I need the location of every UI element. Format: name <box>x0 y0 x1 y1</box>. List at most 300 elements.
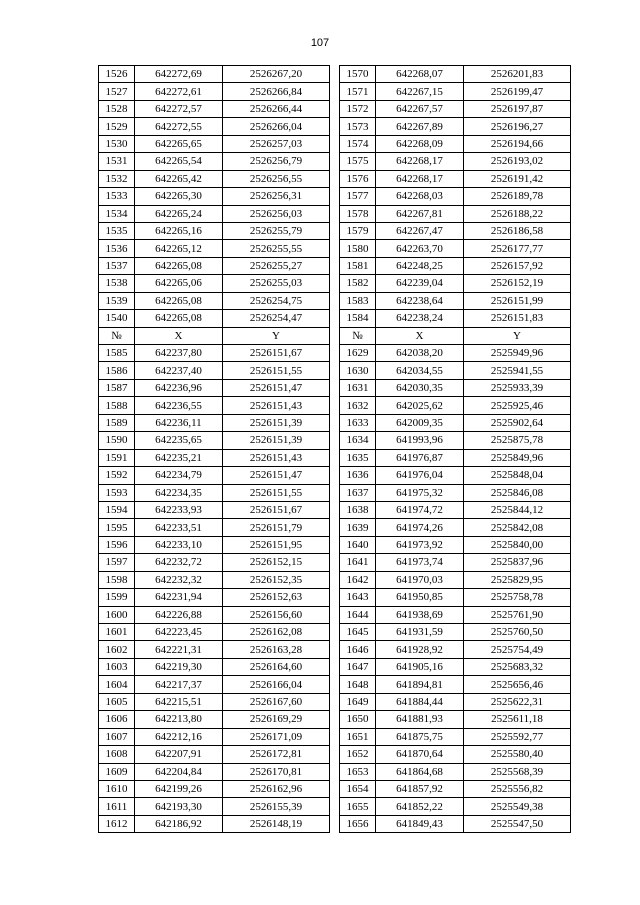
column-gap <box>330 676 340 693</box>
column-gap <box>330 170 340 187</box>
column-gap <box>330 432 340 449</box>
y-cell: 2526157,92 <box>464 257 571 274</box>
y-cell: 2525949,96 <box>464 345 571 362</box>
y-cell: 2526151,67 <box>223 345 330 362</box>
num-cell: 1527 <box>99 83 135 100</box>
x-cell: 642213,80 <box>135 711 223 728</box>
num-cell: 1638 <box>340 501 376 518</box>
x-cell: 641976,87 <box>376 449 464 466</box>
num-cell: 1603 <box>99 658 135 675</box>
column-gap <box>330 205 340 222</box>
table-row <box>99 257 571 274</box>
column-gap <box>330 240 340 257</box>
x-cell: 641884,44 <box>376 693 464 710</box>
x-cell: 642265,24 <box>135 205 223 222</box>
y-cell: 2526177,77 <box>464 240 571 257</box>
y-cell: 2526151,43 <box>223 397 330 414</box>
num-cell: 1652 <box>340 746 376 763</box>
x-cell: 642234,35 <box>135 484 223 501</box>
table-row <box>99 571 571 588</box>
num-cell: 1528 <box>99 100 135 117</box>
x-cell: 641875,75 <box>376 728 464 745</box>
num-cell: 1584 <box>340 310 376 327</box>
y-cell: 2526266,44 <box>223 100 330 117</box>
x-cell: 642268,17 <box>376 170 464 187</box>
column-gap <box>330 746 340 763</box>
table-row <box>99 222 571 239</box>
x-cell: 641976,04 <box>376 467 464 484</box>
y-cell: 2526156,60 <box>223 606 330 623</box>
column-gap <box>330 641 340 658</box>
x-cell: 642268,17 <box>376 153 464 170</box>
num-cell: 1537 <box>99 257 135 274</box>
y-cell: 2525846,08 <box>464 484 571 501</box>
column-gap <box>330 693 340 710</box>
num-cell: 1604 <box>99 676 135 693</box>
y-cell: 2525761,90 <box>464 606 571 623</box>
column-gap <box>330 362 340 379</box>
x-cell: 642248,25 <box>376 257 464 274</box>
table-row <box>99 728 571 745</box>
x-cell: 642265,16 <box>135 222 223 239</box>
num-cell: 1570 <box>340 66 376 83</box>
num-cell: 1649 <box>340 693 376 710</box>
num-cell: 1529 <box>99 118 135 135</box>
y-cell: 2526171,09 <box>223 728 330 745</box>
num-cell: 1575 <box>340 153 376 170</box>
num-cell: 1635 <box>340 449 376 466</box>
y-cell: 2525941,55 <box>464 362 571 379</box>
column-gap <box>330 501 340 518</box>
x-cell: 641950,85 <box>376 589 464 606</box>
x-cell: 641974,26 <box>376 519 464 536</box>
x-cell: 641970,03 <box>376 571 464 588</box>
x-cell: 642233,93 <box>135 501 223 518</box>
table-row <box>99 100 571 117</box>
x-cell: 642236,11 <box>135 414 223 431</box>
column-gap <box>330 467 340 484</box>
table-row <box>99 676 571 693</box>
y-cell: 2526266,84 <box>223 83 330 100</box>
y-cell: 2525837,96 <box>464 554 571 571</box>
y-cell: 2525844,12 <box>464 501 571 518</box>
num-cell: 1642 <box>340 571 376 588</box>
num-cell: 1587 <box>99 379 135 396</box>
table-row <box>99 658 571 675</box>
y-cell: 2526172,81 <box>223 746 330 763</box>
table-row <box>99 310 571 327</box>
table-row <box>99 589 571 606</box>
x-cell: 641974,72 <box>376 501 464 518</box>
y-cell: 2525875,78 <box>464 432 571 449</box>
x-cell: 641881,93 <box>376 711 464 728</box>
column-gap <box>330 292 340 309</box>
y-cell: 2526256,31 <box>223 188 330 205</box>
header-y: Y <box>464 327 571 344</box>
num-cell: 1579 <box>340 222 376 239</box>
num-cell: 1538 <box>99 275 135 292</box>
y-cell: 2525549,38 <box>464 798 571 815</box>
y-cell: 2525829,95 <box>464 571 571 588</box>
y-cell: 2526151,47 <box>223 379 330 396</box>
table-row <box>99 170 571 187</box>
x-cell: 642235,65 <box>135 432 223 449</box>
num-cell: 1645 <box>340 624 376 641</box>
table-row <box>99 746 571 763</box>
num-cell: 1593 <box>99 484 135 501</box>
num-cell: 1595 <box>99 519 135 536</box>
x-cell: 642265,08 <box>135 310 223 327</box>
x-cell: 642238,24 <box>376 310 464 327</box>
x-cell: 642267,57 <box>376 100 464 117</box>
num-cell: 1573 <box>340 118 376 135</box>
num-cell: 1602 <box>99 641 135 658</box>
column-gap <box>330 780 340 797</box>
x-cell: 642265,08 <box>135 257 223 274</box>
x-cell: 642223,45 <box>135 624 223 641</box>
x-cell: 642236,55 <box>135 397 223 414</box>
y-cell: 2525556,82 <box>464 780 571 797</box>
y-cell: 2526152,15 <box>223 554 330 571</box>
y-cell: 2526167,60 <box>223 693 330 710</box>
x-cell: 642215,51 <box>135 693 223 710</box>
y-cell: 2526255,55 <box>223 240 330 257</box>
column-gap <box>330 83 340 100</box>
num-cell: 1591 <box>99 449 135 466</box>
column-gap <box>330 519 340 536</box>
y-cell: 2525622,31 <box>464 693 571 710</box>
x-cell: 642034,55 <box>376 362 464 379</box>
y-cell: 2526189,78 <box>464 188 571 205</box>
table-row <box>99 624 571 641</box>
column-header-row <box>99 327 571 344</box>
y-cell: 2525902,64 <box>464 414 571 431</box>
column-gap <box>330 135 340 152</box>
num-cell: 1601 <box>99 624 135 641</box>
num-cell: 1592 <box>99 467 135 484</box>
column-gap <box>330 397 340 414</box>
num-cell: 1590 <box>99 432 135 449</box>
x-cell: 641975,32 <box>376 484 464 501</box>
num-cell: 1536 <box>99 240 135 257</box>
num-cell: 1574 <box>340 135 376 152</box>
table-row <box>99 693 571 710</box>
column-gap <box>330 815 340 832</box>
table-row <box>99 414 571 431</box>
num-cell: 1594 <box>99 501 135 518</box>
x-cell: 642030,35 <box>376 379 464 396</box>
x-cell: 641993,96 <box>376 432 464 449</box>
x-cell: 642268,07 <box>376 66 464 83</box>
y-cell: 2526194,66 <box>464 135 571 152</box>
table-row <box>99 554 571 571</box>
y-cell: 2526266,04 <box>223 118 330 135</box>
header-num: № <box>99 327 135 344</box>
y-cell: 2525683,32 <box>464 658 571 675</box>
header-x: X <box>376 327 464 344</box>
table-row <box>99 449 571 466</box>
num-cell: 1539 <box>99 292 135 309</box>
x-cell: 642239,04 <box>376 275 464 292</box>
y-cell: 2526152,35 <box>223 571 330 588</box>
num-cell: 1656 <box>340 815 376 832</box>
num-cell: 1597 <box>99 554 135 571</box>
y-cell: 2526199,47 <box>464 83 571 100</box>
y-cell: 2526151,95 <box>223 536 330 553</box>
table-row <box>99 275 571 292</box>
x-cell: 642204,84 <box>135 763 223 780</box>
table-row <box>99 484 571 501</box>
x-cell: 642272,61 <box>135 83 223 100</box>
y-cell: 2526152,63 <box>223 589 330 606</box>
y-cell: 2525925,46 <box>464 397 571 414</box>
num-cell: 1599 <box>99 589 135 606</box>
num-cell: 1606 <box>99 711 135 728</box>
column-gap <box>330 658 340 675</box>
num-cell: 1650 <box>340 711 376 728</box>
x-cell: 641938,69 <box>376 606 464 623</box>
x-cell: 642236,96 <box>135 379 223 396</box>
num-cell: 1540 <box>99 310 135 327</box>
x-cell: 642207,91 <box>135 746 223 763</box>
table-row <box>99 118 571 135</box>
y-cell: 2526254,47 <box>223 310 330 327</box>
y-cell: 2526164,60 <box>223 658 330 675</box>
y-cell: 2526254,75 <box>223 292 330 309</box>
num-cell: 1532 <box>99 170 135 187</box>
num-cell: 1530 <box>99 135 135 152</box>
num-cell: 1632 <box>340 397 376 414</box>
page-number: 107 <box>310 37 330 49</box>
y-cell: 2526193,02 <box>464 153 571 170</box>
x-cell: 642233,10 <box>135 536 223 553</box>
table-row <box>99 780 571 797</box>
column-gap <box>330 624 340 641</box>
x-cell: 642272,57 <box>135 100 223 117</box>
y-cell: 2526191,42 <box>464 170 571 187</box>
num-cell: 1643 <box>340 589 376 606</box>
num-cell: 1588 <box>99 397 135 414</box>
y-cell: 2526256,79 <box>223 153 330 170</box>
num-cell: 1648 <box>340 676 376 693</box>
coordinates-table <box>98 65 571 833</box>
x-cell: 642199,26 <box>135 780 223 797</box>
column-gap <box>330 222 340 239</box>
y-cell: 2525547,50 <box>464 815 571 832</box>
x-cell: 642025,62 <box>376 397 464 414</box>
num-cell: 1644 <box>340 606 376 623</box>
x-cell: 642267,89 <box>376 118 464 135</box>
column-gap <box>330 484 340 501</box>
num-cell: 1596 <box>99 536 135 553</box>
column-gap <box>330 728 340 745</box>
table-row <box>99 536 571 553</box>
y-cell: 2526163,28 <box>223 641 330 658</box>
y-cell: 2526186,58 <box>464 222 571 239</box>
y-cell: 2526151,39 <box>223 432 330 449</box>
num-cell: 1526 <box>99 66 135 83</box>
x-cell: 642267,81 <box>376 205 464 222</box>
x-cell: 642226,88 <box>135 606 223 623</box>
column-gap <box>330 379 340 396</box>
num-cell: 1600 <box>99 606 135 623</box>
num-cell: 1571 <box>340 83 376 100</box>
x-cell: 642267,47 <box>376 222 464 239</box>
y-cell: 2525656,46 <box>464 676 571 693</box>
y-cell: 2526162,08 <box>223 624 330 641</box>
x-cell: 642267,15 <box>376 83 464 100</box>
x-cell: 641852,22 <box>376 798 464 815</box>
y-cell: 2525580,40 <box>464 746 571 763</box>
column-gap <box>330 118 340 135</box>
num-cell: 1611 <box>99 798 135 815</box>
column-gap <box>330 589 340 606</box>
y-cell: 2526152,19 <box>464 275 571 292</box>
y-cell: 2526255,27 <box>223 257 330 274</box>
x-cell: 642265,54 <box>135 153 223 170</box>
num-cell: 1598 <box>99 571 135 588</box>
x-cell: 642263,70 <box>376 240 464 257</box>
x-cell: 642232,32 <box>135 571 223 588</box>
num-cell: 1578 <box>340 205 376 222</box>
y-cell: 2525840,00 <box>464 536 571 553</box>
table-row <box>99 188 571 205</box>
num-cell: 1629 <box>340 345 376 362</box>
x-cell: 641870,64 <box>376 746 464 763</box>
x-cell: 642193,30 <box>135 798 223 815</box>
y-cell: 2526151,67 <box>223 501 330 518</box>
x-cell: 642237,80 <box>135 345 223 362</box>
num-cell: 1646 <box>340 641 376 658</box>
column-gap <box>330 153 340 170</box>
y-cell: 2526151,79 <box>223 519 330 536</box>
column-gap <box>330 188 340 205</box>
table-row <box>99 240 571 257</box>
num-cell: 1631 <box>340 379 376 396</box>
x-cell: 642265,08 <box>135 292 223 309</box>
x-cell: 641864,68 <box>376 763 464 780</box>
y-cell: 2526151,43 <box>223 449 330 466</box>
column-gap <box>330 571 340 588</box>
x-cell: 642237,40 <box>135 362 223 379</box>
column-gap <box>330 536 340 553</box>
num-cell: 1583 <box>340 292 376 309</box>
y-cell: 2526188,22 <box>464 205 571 222</box>
column-gap <box>330 327 340 344</box>
x-cell: 641973,92 <box>376 536 464 553</box>
table-row <box>99 397 571 414</box>
num-cell: 1534 <box>99 205 135 222</box>
y-cell: 2526201,83 <box>464 66 571 83</box>
x-cell: 642265,42 <box>135 170 223 187</box>
header-num: № <box>340 327 376 344</box>
y-cell: 2525592,77 <box>464 728 571 745</box>
header-y: Y <box>223 327 330 344</box>
x-cell: 642265,06 <box>135 275 223 292</box>
x-cell: 641905,16 <box>376 658 464 675</box>
y-cell: 2526151,99 <box>464 292 571 309</box>
column-gap <box>330 275 340 292</box>
column-gap <box>330 310 340 327</box>
table-row <box>99 763 571 780</box>
column-gap <box>330 345 340 362</box>
y-cell: 2526169,29 <box>223 711 330 728</box>
y-cell: 2526255,03 <box>223 275 330 292</box>
column-gap <box>330 66 340 83</box>
y-cell: 2526151,83 <box>464 310 571 327</box>
y-cell: 2526148,19 <box>223 815 330 832</box>
column-gap <box>330 606 340 623</box>
table-row <box>99 432 571 449</box>
x-cell: 641931,59 <box>376 624 464 641</box>
num-cell: 1653 <box>340 763 376 780</box>
column-gap <box>330 100 340 117</box>
num-cell: 1634 <box>340 432 376 449</box>
table-row <box>99 135 571 152</box>
table-row <box>99 606 571 623</box>
x-cell: 642265,30 <box>135 188 223 205</box>
y-cell: 2526196,27 <box>464 118 571 135</box>
table-row <box>99 519 571 536</box>
num-cell: 1637 <box>340 484 376 501</box>
column-gap <box>330 414 340 431</box>
num-cell: 1607 <box>99 728 135 745</box>
num-cell: 1535 <box>99 222 135 239</box>
column-gap <box>330 257 340 274</box>
table-row <box>99 205 571 222</box>
y-cell: 2526170,81 <box>223 763 330 780</box>
y-cell: 2525758,78 <box>464 589 571 606</box>
num-cell: 1612 <box>99 815 135 832</box>
table-row <box>99 83 571 100</box>
y-cell: 2526151,55 <box>223 362 330 379</box>
x-cell: 642265,65 <box>135 135 223 152</box>
num-cell: 1572 <box>340 100 376 117</box>
y-cell: 2526197,87 <box>464 100 571 117</box>
num-cell: 1640 <box>340 536 376 553</box>
num-cell: 1533 <box>99 188 135 205</box>
x-cell: 642265,12 <box>135 240 223 257</box>
x-cell: 642232,72 <box>135 554 223 571</box>
x-cell: 642219,30 <box>135 658 223 675</box>
table-row <box>99 66 571 83</box>
x-cell: 642234,79 <box>135 467 223 484</box>
num-cell: 1608 <box>99 746 135 763</box>
y-cell: 2526256,55 <box>223 170 330 187</box>
x-cell: 641928,92 <box>376 641 464 658</box>
x-cell: 642221,31 <box>135 641 223 658</box>
num-cell: 1630 <box>340 362 376 379</box>
y-cell: 2526166,04 <box>223 676 330 693</box>
x-cell: 641894,81 <box>376 676 464 693</box>
y-cell: 2526151,39 <box>223 414 330 431</box>
column-gap <box>330 798 340 815</box>
y-cell: 2526256,03 <box>223 205 330 222</box>
header-x: X <box>135 327 223 344</box>
column-gap <box>330 449 340 466</box>
table-row <box>99 501 571 518</box>
num-cell: 1576 <box>340 170 376 187</box>
y-cell: 2525842,08 <box>464 519 571 536</box>
num-cell: 1581 <box>340 257 376 274</box>
y-cell: 2525933,39 <box>464 379 571 396</box>
x-cell: 642233,51 <box>135 519 223 536</box>
num-cell: 1610 <box>99 780 135 797</box>
table-row <box>99 153 571 170</box>
column-gap <box>330 554 340 571</box>
y-cell: 2525568,39 <box>464 763 571 780</box>
num-cell: 1586 <box>99 362 135 379</box>
